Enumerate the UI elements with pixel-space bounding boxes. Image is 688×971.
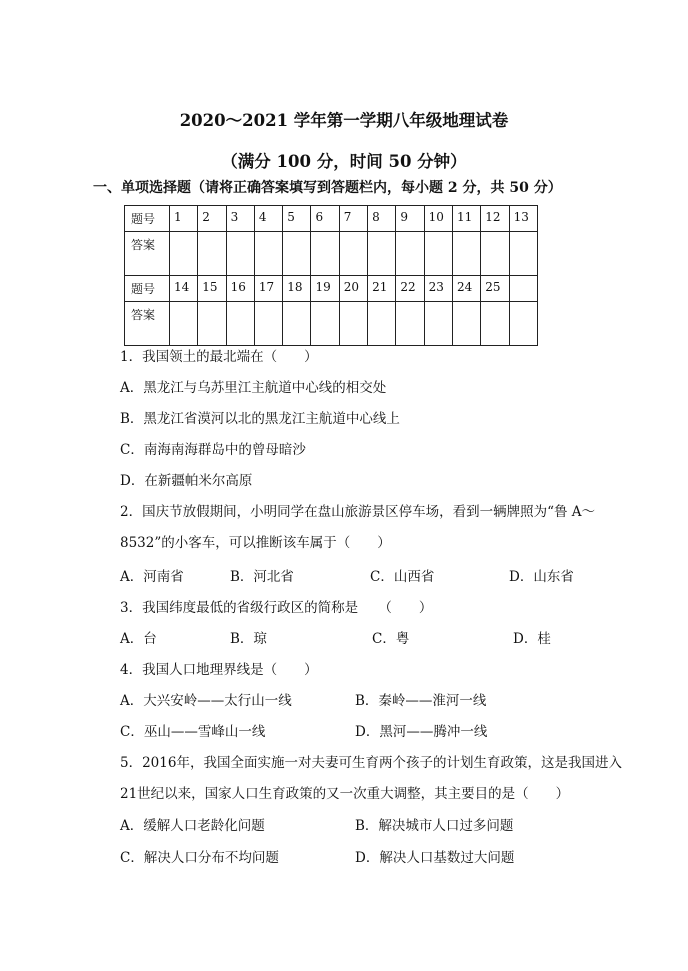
question-number-cell: 2 [198, 206, 226, 232]
question-number-cell: 19 [311, 276, 339, 302]
answer-cell[interactable] [311, 302, 339, 346]
exam-title: 2020～2021 学年第一学期八年级地理试卷 [179, 111, 509, 130]
question-5-option-b: B．解决城市人口过多问题 [355, 818, 514, 834]
question-4-option-a: A．大兴安岭——太行山一线 [120, 693, 292, 709]
answer-cell[interactable] [339, 232, 367, 276]
question-number-cell: 7 [339, 206, 367, 232]
answer-cell[interactable] [198, 302, 226, 346]
question-number-cell: 8 [368, 206, 396, 232]
question-number-cell: 6 [311, 206, 339, 232]
question-number-cell: 23 [424, 276, 452, 302]
question-5-stem-continued: 21世纪以来，国家人口生育政策的又一次重大调整，其主要目的是（ ） [120, 786, 570, 802]
question-1-option-a: A．黑龙江与乌苏里江主航道中心线的相交处 [120, 380, 387, 396]
question-number-cell [509, 276, 537, 302]
answer-cell[interactable] [283, 302, 311, 346]
question-number-row [125, 276, 538, 302]
question-3-option-a: A．台 [120, 631, 157, 647]
question-1-stem: 1．我国领土的最北端在（ ） [120, 349, 318, 365]
question-4-option-c: C．巫山——雪峰山一线 [120, 724, 266, 740]
answer-cell[interactable] [311, 232, 339, 276]
question-number-cell: 22 [396, 276, 424, 302]
question-2-option-a: A．河南省 [120, 569, 184, 585]
question-number-cell: 24 [452, 276, 480, 302]
question-5-option-a: A．缓解人口老龄化问题 [120, 818, 265, 834]
answer-cell[interactable] [396, 302, 424, 346]
question-4-option-d: D．黑河——腾冲一线 [355, 724, 488, 740]
question-number-cell: 13 [509, 206, 537, 232]
question-number-cell: 15 [198, 276, 226, 302]
answer-cell[interactable] [226, 232, 254, 276]
row-label-question-number: 题号 [125, 206, 170, 232]
answer-cell[interactable] [170, 302, 198, 346]
question-2-option-b: B．河北省 [230, 569, 294, 585]
question-4-stem: 4．我国人口地理界线是（ ） [120, 662, 318, 678]
answer-cell[interactable] [339, 302, 367, 346]
answer-cell[interactable] [368, 232, 396, 276]
question-number-cell: 25 [481, 276, 509, 302]
answer-cell[interactable] [452, 302, 480, 346]
answer-cell[interactable] [254, 302, 282, 346]
answer-cell[interactable] [396, 232, 424, 276]
question-number-cell: 18 [283, 276, 311, 302]
answer-cell[interactable] [170, 232, 198, 276]
question-number-cell: 1 [170, 206, 198, 232]
question-number-cell: 12 [481, 206, 509, 232]
answer-cell[interactable] [509, 302, 537, 346]
answer-cell[interactable] [424, 302, 452, 346]
question-number-cell: 17 [254, 276, 282, 302]
question-number-cell: 3 [226, 206, 254, 232]
question-1-option-d: D．在新疆帕米尔高原 [120, 473, 253, 489]
question-2-stem-continued: 8532”的小客车，可以推断该车属于（ ） [120, 535, 391, 551]
exam-subtitle: （满分 100 分，时间 50 分钟） [221, 152, 467, 171]
answer-cell[interactable] [424, 232, 452, 276]
question-2-option-c: C．山西省 [370, 569, 435, 585]
question-number-cell: 21 [368, 276, 396, 302]
question-3-option-b: B．琼 [230, 631, 267, 647]
answer-cell[interactable] [481, 302, 509, 346]
answer-cell[interactable] [368, 302, 396, 346]
question-number-cell: 10 [424, 206, 452, 232]
question-3-option-d: D．桂 [513, 631, 551, 647]
answer-cell[interactable] [198, 232, 226, 276]
section-heading: 一、单项选择题（请将正确答案填写到答题栏内，每小题 2 分，共 50 分） [93, 180, 562, 196]
question-5-option-d: D．解决人口基数过大问题 [355, 850, 515, 866]
answer-cell[interactable] [481, 232, 509, 276]
question-1-option-c: C．南海南海群岛中的曾母暗沙 [120, 442, 306, 458]
question-number-cell: 16 [226, 276, 254, 302]
row-label-question-number: 题号 [125, 276, 170, 302]
question-5-stem: 5．2016年，我国全面实施一对夫妻可生育两个孩子的计划生育政策，这是我国进入 [120, 755, 622, 771]
answer-table [124, 205, 538, 346]
question-number-cell: 20 [339, 276, 367, 302]
question-number-cell: 5 [283, 206, 311, 232]
question-number-cell: 9 [396, 206, 424, 232]
question-4-option-b: B．秦岭——淮河一线 [355, 693, 487, 709]
question-3-option-c: C．粤 [372, 631, 410, 647]
answer-cell[interactable] [452, 232, 480, 276]
question-number-cell: 14 [170, 276, 198, 302]
answer-cell[interactable] [226, 302, 254, 346]
question-number-cell: 4 [254, 206, 282, 232]
answer-cell[interactable] [283, 232, 311, 276]
question-5-option-c: C．解决人口分布不均问题 [120, 850, 279, 866]
row-label-answer: 答案 [125, 232, 170, 276]
answer-cell[interactable] [509, 232, 537, 276]
question-2-stem: 2．国庆节放假期间，小明同学在盘山旅游景区停车场，看到一辆牌照为“鲁 A～ [120, 504, 596, 520]
question-3-stem: 3．我国纬度最低的省级行政区的简称是 （ ） [120, 600, 433, 616]
answer-row [125, 232, 538, 276]
question-2-option-d: D．山东省 [509, 569, 574, 585]
question-1-option-b: B．黑龙江省漠河以北的黑龙江主航道中心线上 [120, 411, 400, 427]
question-number-row [125, 206, 538, 232]
answer-cell[interactable] [254, 232, 282, 276]
question-number-cell: 11 [452, 206, 480, 232]
answer-row [125, 302, 538, 346]
row-label-answer: 答案 [125, 302, 170, 346]
